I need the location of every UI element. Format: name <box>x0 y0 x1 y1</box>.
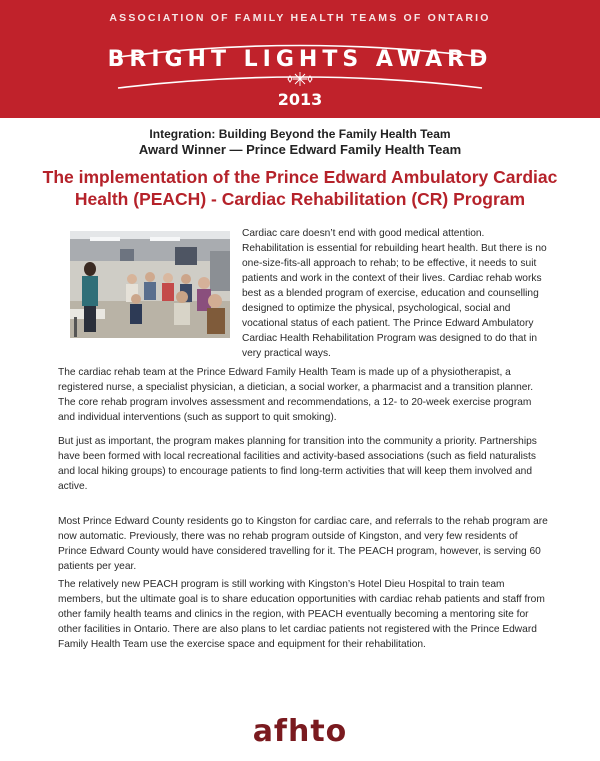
page-title: The implementation of the Prince Edward Ambulatory Cardiac Health (PEACH) - Cardiac Rehabilitation (CR) Program <box>42 167 558 209</box>
award-year: 2013 <box>277 90 323 109</box>
paragraph-intro: Cardiac care doesn’t end with good medical attention. Rehabilitation is essential for rebuilding heart health. But there is no one-size-fits-all approach to rehab; to be effective, it needs to suit patients and work in the context of their lives. Cardiac rehab works best as a blended program of exercise, education and counselling designed to optimize the physical, psychological, social and vocational status of each patient. The Prince Edward Ambulatory Cardiac Health Rehabilitation Program was designed to do that in very practical ways. <box>242 228 547 359</box>
paragraph-referrals: Most Prince Edward County residents go to Kingston for cardiac care, and referrals to the rehab program are now automatic. Previously, there was no rehab program outside of Kingston, and very few residents of Prince Edward County would have considered travelling for it. The PEACH program, however, is serving 60 patients per year. <box>58 516 548 572</box>
afhto-logo: afhto <box>252 714 348 749</box>
award-category: Integration: Building Beyond the Family Health Team <box>149 127 451 141</box>
award-banner <box>0 0 600 118</box>
award-winner: Award Winner — Prince Edward Family Health Team <box>138 142 462 157</box>
group-meeting-photo <box>70 231 230 338</box>
org-name: ASSOCIATION OF FAMILY HEALTH TEAMS OF ONTARIO <box>109 12 491 24</box>
paragraph-team: The cardiac rehab team at the Prince Edward Family Health Team is made up of a physiotherapist, a registered nurse, a specialist physician, a dietician, a social worker, a pharmacist and a transition planner. The core rehab program involves assessment and recommendations, a 12- to 20-week exercise program and individual interventions (such as support to quit smoking). <box>58 367 534 423</box>
award-title: BRIGHT LIGHTS AWARD <box>107 47 493 72</box>
paragraph-transition: But just as important, the program makes planning for transition into the community a priority. Partnerships have been formed with local recreational facilities and activity-based associations (such as field naturalists and local hiking groups) to encourage patients to find long-term activities that will keep them involved and active. <box>58 436 537 492</box>
paragraph-future: The relatively new PEACH program is still working with Kingston’s Hotel Dieu Hospital to train team members, but the ultimate goal is to share education opportunities with cardiac rehab patients and staff from other family health teams and clinics in the region, with PEACH eventually becoming a mentoring site for other facilities in Ontario. There are also plans to let cardiac patients not registered with the Prince Edward Family Health Team use the exercise space and equipment for their rehabilitation. <box>58 579 545 650</box>
sparkle-icon <box>280 70 320 88</box>
